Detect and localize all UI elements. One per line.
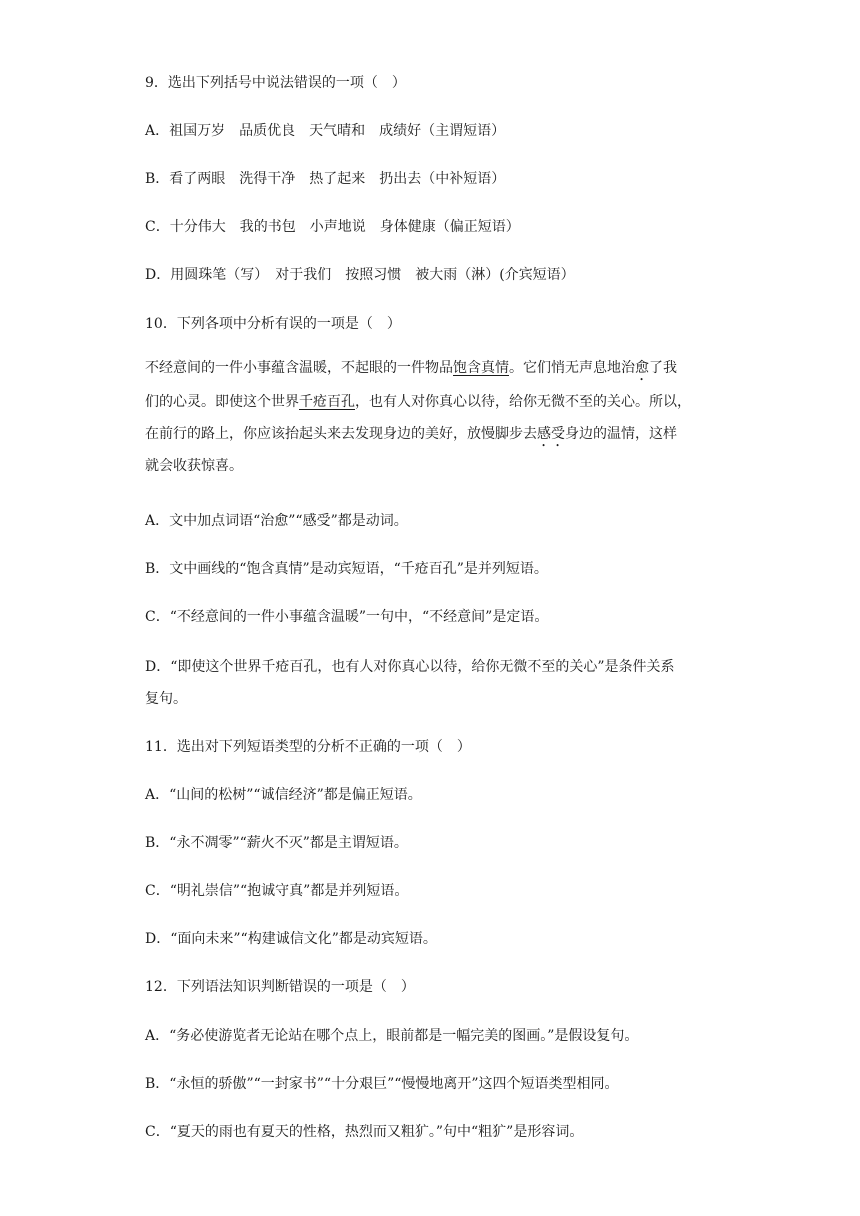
underlined-phrase: 饱含真情 bbox=[453, 360, 509, 376]
question-9-option-a: A．祖国万岁 品质优良 天气晴和 成绩好（主谓短语） bbox=[145, 123, 506, 139]
question-12-stem: 12．下列语法知识判断错误的一项是（ ） bbox=[145, 979, 415, 995]
question-12-option-b: B．“永恒的骄傲”“一封家书”“十分艰巨”“慢慢地离开”这四个短语类型相同。 bbox=[145, 1076, 619, 1092]
passage-text: 身边的温情，这样 bbox=[565, 426, 677, 442]
question-9-option-c: C．十分伟大 我的书包 小声地说 身体健康（偏正短语） bbox=[145, 219, 520, 235]
question-9-option-d: D．用圆珠笔（写） 对于我们 按照习惯 被大雨（淋）(介宾短语） bbox=[145, 267, 575, 283]
passage-line-1 bbox=[145, 357, 715, 389]
passage-text: ，也有人对你真心以待，给你无微不至的关心。所以， bbox=[355, 394, 691, 410]
question-11-option-d: D．“面向未来”“构建诚信文化”都是动宾短语。 bbox=[145, 931, 437, 947]
question-11-option-c: C．“明礼崇信”“抱诚守真”都是并列短语。 bbox=[145, 883, 409, 899]
passage-line-3 bbox=[145, 423, 715, 455]
passage-text: 。它们悄无声息地治 bbox=[509, 360, 635, 376]
question-10-stem: 10．下列各项中分析有误的一项是（ ） bbox=[145, 316, 401, 332]
question-10-passage bbox=[145, 357, 715, 487]
question-11-option-a: A．“山间的松树”“诚信经济”都是偏正短语。 bbox=[145, 787, 422, 803]
question-10-option-d-line-2: 复句。 bbox=[145, 691, 187, 707]
question-12-option-a: A．“务必使游览者无论站在哪个点上，眼前都是一幅完美的图画。”是假设复句。 bbox=[145, 1028, 639, 1044]
question-11-stem: 11．选出对下列短语类型的分析不正确的一项（ ） bbox=[145, 739, 471, 755]
passage-line-2 bbox=[145, 391, 715, 423]
question-9-option-b: B．看了两眼 洗得干净 热了起来 扔出去（中补短语） bbox=[145, 171, 506, 187]
question-10-option-b: B．文中画线的“饱含真情”是动宾短语，“千疮百孔”是并列短语。 bbox=[145, 561, 548, 577]
question-10-option-a: A．文中加点词语“治愈”“感受”都是动词。 bbox=[145, 513, 408, 529]
passage-text: 了我 bbox=[649, 360, 677, 376]
dotted-word: 愈 bbox=[635, 360, 649, 376]
question-10-option-d-line-1: D．“即使这个世界千疮百孔，也有人对你真心以待，给你无微不至的关心”是条件关系 bbox=[145, 659, 675, 675]
dotted-word: 感受 bbox=[537, 426, 565, 442]
question-9-stem: 9．选出下列括号中说法错误的一项（ ） bbox=[145, 75, 406, 91]
underlined-phrase: 千疮百孔 bbox=[299, 394, 355, 410]
question-10-option-c: C．“不经意间的一件小事蕴含温暖”一句中，“不经意间”是定语。 bbox=[145, 609, 549, 625]
passage-text: 在前行的路上，你应该抬起头来去发现身边的美好，放慢脚步去 bbox=[145, 426, 537, 442]
passage-line-4: 就会收获惊喜。 bbox=[145, 458, 243, 474]
question-11-option-b: B．“永不凋零”“薪火不灭”都是主谓短语。 bbox=[145, 835, 408, 851]
passage-text: 不经意间的一件小事蕴含温暖，不起眼的一件物品 bbox=[145, 360, 453, 376]
question-12-option-c: C．“夏天的雨也有夏天的性格，热烈而又粗犷。”句中“粗犷”是形容词。 bbox=[145, 1124, 584, 1140]
passage-text: 们的心灵。即使这个世界 bbox=[145, 394, 299, 410]
